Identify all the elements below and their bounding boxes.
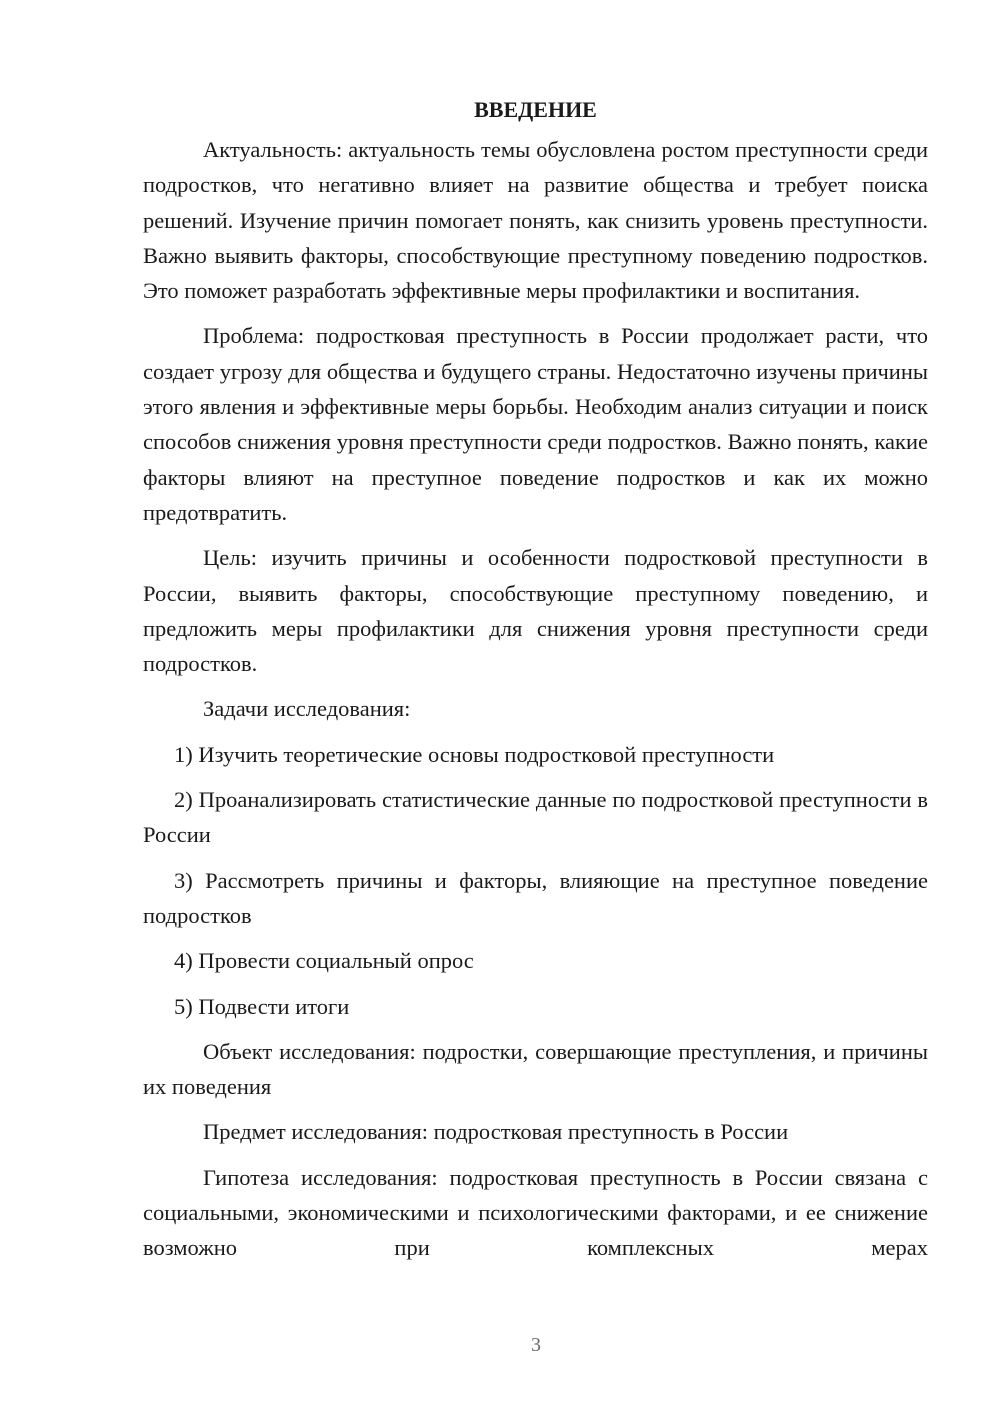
task-item-5: 5) Подвести итоги: [174, 993, 350, 1019]
paragraph-problem: Проблема: подростковая преступность в России продолжает расти, что создает угрозу для общества и будущего страны. Недостаточно изучены причины этого явления и эффективные меры борьбы. Необходим анализ ситуации и поиск способов снижения уровня преступности среди подростков. Важно понять, какие факторы влияют на преступное поведение подростков и как их можно предотвратить.: [143, 323, 928, 525]
paragraph-subject: Предмет исследования: подростковая преступность в России: [203, 1119, 789, 1145]
task-item-4: 4) Провести социальный опрос: [174, 948, 474, 974]
task-item-1: 1) Изучить теоретические основы подростковой преступности: [174, 741, 775, 767]
page-number: 3: [531, 1334, 541, 1356]
paragraph-goal: Цель: изучить причины и особенности подростковой преступности в России, выявить факторы, способствующие преступному поведению, и предложить меры профилактики для снижения уровня преступности среди подростков.: [143, 545, 928, 677]
task-item-3: 3) Рассмотреть причины и факторы, влияющие на преступное поведение подростков: [143, 867, 928, 928]
task-item-2: 2) Проанализировать статистические данные по подростковой преступности в России: [143, 787, 928, 848]
paragraph-object: Объект исследования: подростки, совершающие преступления, и причины их поведения: [143, 1038, 928, 1100]
paragraph-relevance: Актуальность: актуальность темы обусловлена ростом преступности среди подростков, что негативно влияет на развитие общества и требует поиска решений. Изучение причин помогает понять, как снизить уровень преступности. Важно выявить факторы, способствующие преступному поведению подростков. Это поможет разработать эффективные меры профилактики и воспитания.: [143, 137, 928, 304]
page-title: ВВЕДЕНИЕ: [474, 97, 597, 122]
tasks-heading: Задачи исследования:: [203, 696, 411, 722]
paragraph-hypothesis: Гипотеза исследования: подростковая преступность в России связана с социальными, экономическими и психологическими факторами, и ее снижение возможно при комплексных мерах: [143, 1164, 928, 1261]
page-content: [143, 92, 928, 1266]
